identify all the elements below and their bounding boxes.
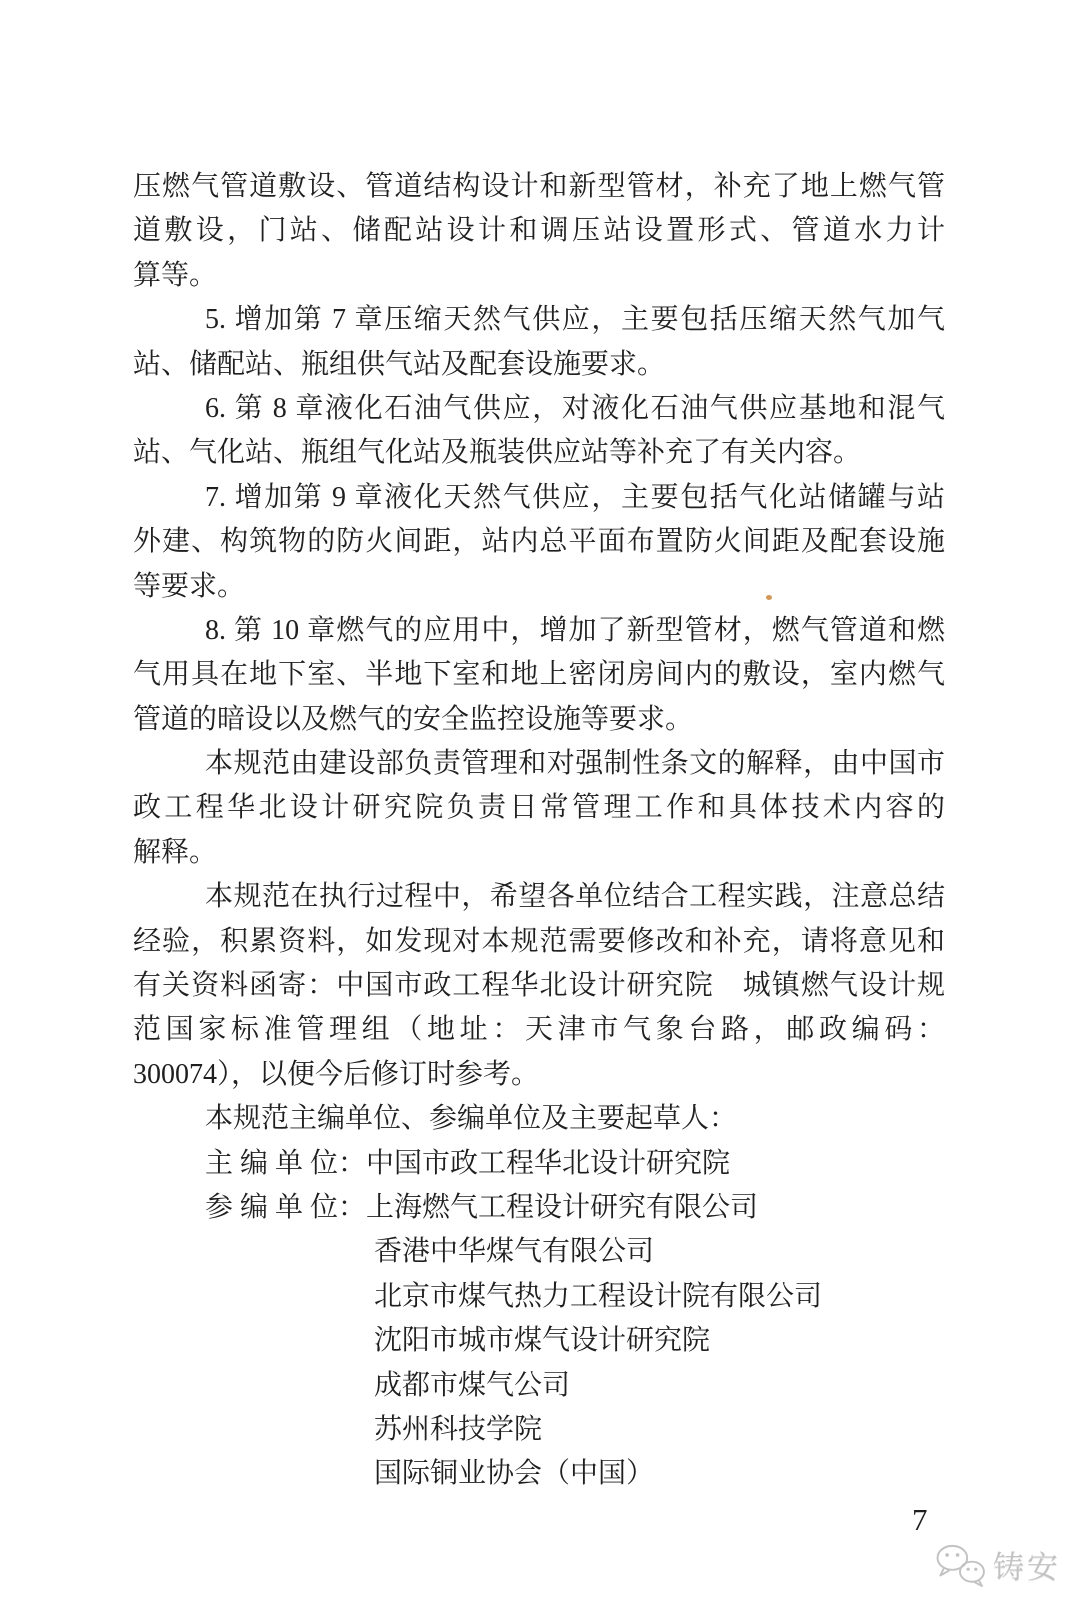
text-line: 苏州科技学院 [374,1413,543,1445]
text-line: 管道的暗设以及燃气的安全监控设施等要求。 [133,703,694,735]
scan-artifact-dot [766,595,772,600]
text-line: 主 编 单 位：中国市政工程华北设计研究院 [205,1147,731,1179]
wechat-icon [934,1543,986,1587]
text-line: 7. 增加第 9 章液化天然气供应，主要包括气化站储罐与站 [205,481,945,513]
text-line: 香港中华煤气有限公司 [374,1236,655,1268]
text-line: 算等。 [133,259,218,291]
watermark-text: 铸安 [993,1550,1061,1585]
text-line: 解释。 [133,836,218,868]
text-line: 参 编 单 位：上海燃气工程设计研究有限公司 [205,1191,759,1223]
text-line: 8. 第 10 章燃气的应用中，增加了新型管材，燃气管道和燃 [205,614,945,646]
document-text [133,165,945,1497]
text-line: 有关资料函寄：中国市政工程华北设计研究院 城镇燃气设计规 [133,970,945,1002]
text-line: 气用具在地下室、半地下室和地上密闭房间内的敷设，室内燃气 [133,659,945,691]
text-line: 本规范主编单位、参编单位及主要起草人： [205,1103,738,1135]
text-line: 外建、构筑物的防火间距，站内总平面布置防火间距及配套设施 [133,526,945,558]
text-line: 压燃气管道敷设、管道结构设计和新型管材，补充了地上燃气管 [133,171,945,202]
text-line: 5. 增加第 7 章压缩天然气供应，主要包括压缩天然气加气 [205,304,945,336]
text-line: 站、气化站、瓶组气化站及瓶装供应站等补充了有关内容。 [133,437,862,469]
text-line: 本规范在执行过程中，希望各单位结合工程实践，注意总结 [205,881,945,913]
page-number: 7 [912,1502,928,1537]
text-line: 成都市煤气公司 [374,1369,571,1401]
text-line: 本规范由建设部负责管理和对强制性条文的解释，由中国市 [205,748,945,780]
text-line: 北京市煤气热力工程设计院有限公司 [374,1280,823,1312]
watermark [934,1542,1061,1587]
text-line: 沈阳市城市煤气设计研究院 [374,1325,711,1357]
text-line: 范国家标准管理组（地址：天津市气象台路，邮政编码： [133,1014,945,1046]
text-line: 站、储配站、瓶组供气站及配套设施要求。 [133,348,666,380]
text-line: 6. 第 8 章液化石油气供应，对液化石油气供应基地和混气 [205,392,945,424]
text-line: 300074），以便今后修订时参考。 [133,1058,540,1090]
text-line: 政工程华北设计研究院负责日常管理工作和具体技术内容的 [133,792,945,824]
text-line: 经验，积累资料，如发现对本规范需要修改和补充，请将意见和 [133,925,945,957]
text-line: 国际铜业协会（中国） [374,1458,655,1490]
text-line: 等要求。 [133,570,246,602]
text-line: 道敷设，门站、储配站设计和调压站设置形式、管道水力计 [133,215,945,247]
